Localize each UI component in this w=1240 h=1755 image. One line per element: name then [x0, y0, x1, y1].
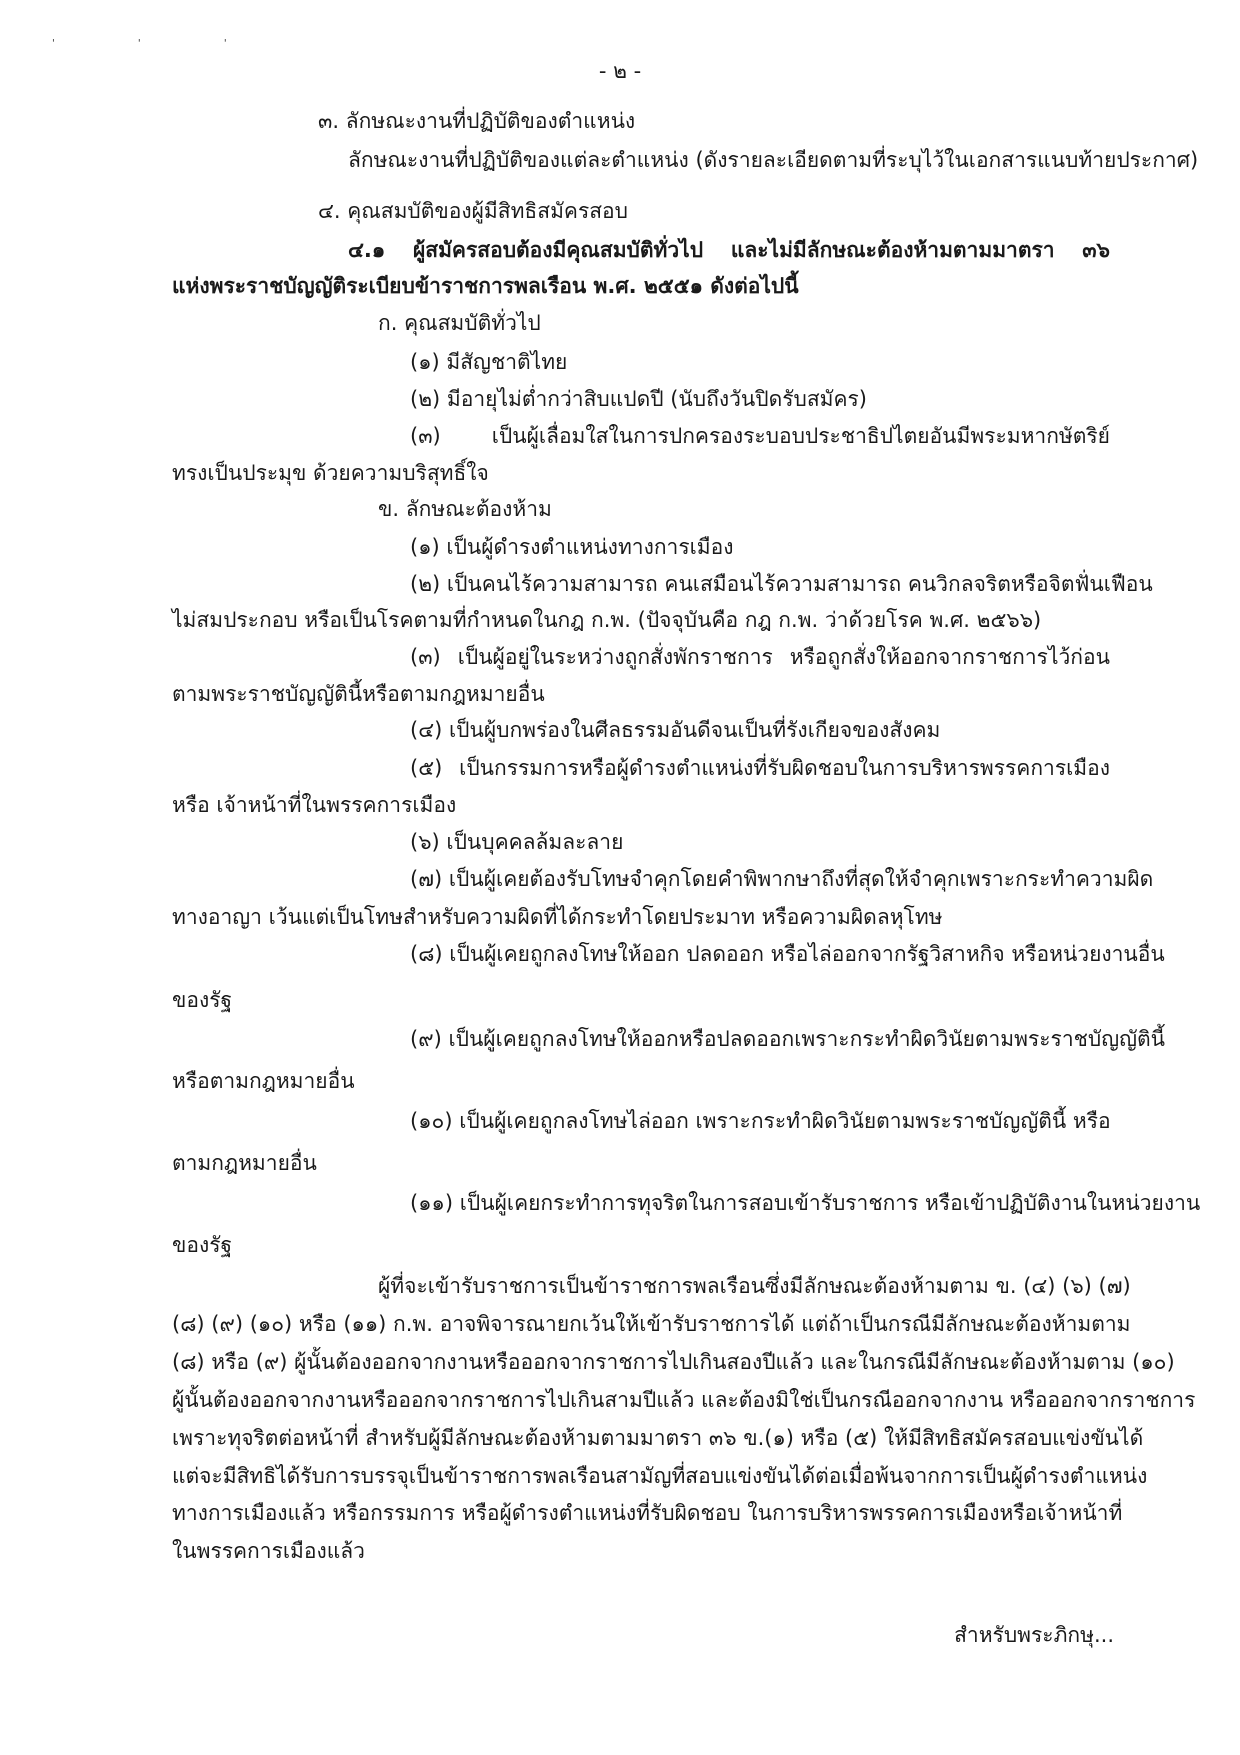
prohibited-item-2-line1: (๒) เป็นคนไร้ความสามารถ คนเสมือนไร้ความสามารถ คนวิกลจริตหรือจิตฟั่นเฟือน: [410, 572, 1153, 596]
prohibited-item-10-line1: (๑๐) เป็นผู้เคยถูกลงโทษไล่ออก เพราะกระทำผิดวินัยตามพระราชบัญญัตินี้ หรือ: [410, 1109, 1111, 1133]
prohibited-item-5-line2: หรือ เจ้าหน้าที่ในพรรคการเมือง: [172, 793, 457, 817]
exception-line-1: ผู้ที่จะเข้ารับราชการเป็นข้าราชการพลเรือนซึ่งมีลักษณะต้องห้ามตาม ข. (๔) (๖) (๗): [378, 1274, 1131, 1298]
prohibited-item-9-line2: หรือตามกฎหมายอื่น: [172, 1069, 355, 1093]
continuation-text: สำหรับพระภิกษุ...: [954, 1623, 1114, 1647]
prohibited-item-4: (๔) เป็นผู้บกพร่องในศีลธรรมอันดีจนเป็นที่รังเกียจของสังคม: [410, 718, 941, 742]
prohibited-item-7-line2: ทางอาญา เว้นแต่เป็นโทษสำหรับความผิดที่ได้กระทำโดยประมาท หรือความผิดลหุโทษ: [172, 905, 943, 929]
section4-1-line1: ๔.๑ ผู้สมัครสอบต้องมีคุณสมบัติทั่วไป และไม่มีลักษณะต้องห้ามตามมาตรา ๓๖: [348, 238, 1110, 262]
prohibited-item-2-line2: ไม่สมประกอบ หรือเป็นโรคตามที่กำหนดในกฎ ก.พ. (ปัจจุบันคือ กฎ ก.พ. ว่าด้วยโรค พ.ศ. ๒๕๖๖): [172, 608, 1042, 632]
general-item-2: (๒) มีอายุไม่ต่ำกว่าสิบแปดปี (นับถึงวันปิดรับสมัคร): [410, 387, 867, 411]
exception-line-7: ทางการเมืองแล้ว หรือกรรมการ หรือผู้ดำรงตำแหน่งที่รับผิดชอบ ในการบริหารพรรคการเมืองหรือเจ้าหน้าที่: [172, 1501, 1123, 1525]
exception-line-4: ผู้นั้นต้องออกจากงานหรือออกจากราชการไปเกินสามปีแล้ว และต้องมิใช่เป็นกรณีออกจากงาน หรือออกจากราชการ: [172, 1388, 1196, 1412]
prohibited-item-6: (๖) เป็นบุคคลล้มละลาย: [410, 830, 624, 854]
prohibited-item-5-line1: (๕) เป็นกรรมการหรือผู้ดำรงตำแหน่งที่รับผิดชอบในการบริหารพรรคการเมือง: [410, 756, 1110, 780]
general-item-3-line1: (๓) เป็นผู้เลื่อมใสในการปกครองระบอบประชาธิปไตยอันมีพระมหากษัตริย์: [410, 424, 1110, 448]
section4-heading: ๔. คุณสมบัติของผู้มีสิทธิสมัครสอบ: [318, 199, 628, 223]
prohibited-item-8-line1: (๘) เป็นผู้เคยถูกลงโทษให้ออก ปลดออก หรือไล่ออกจากรัฐวิสาหกิจ หรือหน่วยงานอื่น: [410, 942, 1165, 966]
general-heading: ก. คุณสมบัติทั่วไป: [378, 311, 541, 335]
prohibited-item-8-line2: ของรัฐ: [172, 988, 233, 1012]
exception-line-2: (๘) (๙) (๑๐) หรือ (๑๑) ก.พ. อาจพิจารณายกเว้นให้เข้ารับราชการได้ แต่ถ้าเป็นกรณีมีลักษณะต้องห้ามตาม: [172, 1312, 1131, 1336]
exception-line-5: เพราะทุจริตต่อหน้าที่ สำหรับผู้มีลักษณะต้องห้ามตามมาตรา ๓๖ ข.(๑) หรือ (๕) ให้มีสิทธิสมัครสอบแข่งขันได้: [172, 1426, 1144, 1450]
prohibited-item-1: (๑) เป็นผู้ดำรงตำแหน่งทางการเมือง: [410, 535, 734, 559]
general-item-3-line2: ทรงเป็นประมุข ด้วยความบริสุทธิ์ใจ: [172, 461, 489, 485]
prohibited-item-10-line2: ตามกฎหมายอื่น: [172, 1151, 317, 1175]
section3-text: ลักษณะงานที่ปฏิบัติของแต่ละตำแหน่ง (ดังรายละเอียดตามที่ระบุไว้ในเอกสารแนบท้ายประกาศ): [348, 148, 1199, 172]
prohibited-item-7-line1: (๗) เป็นผู้เคยต้องรับโทษจำคุกโดยคำพิพากษาถึงที่สุดให้จำคุกเพราะกระทำความผิด: [410, 867, 1154, 891]
page-number: - ๒ -: [598, 59, 642, 83]
prohibited-item-11-line2: ของรัฐ: [172, 1233, 233, 1257]
prohibited-heading: ข. ลักษณะต้องห้าม: [378, 497, 552, 521]
prohibited-item-11-line1: (๑๑) เป็นผู้เคยกระทำการทุจริตในการสอบเข้ารับราชการ หรือเข้าปฏิบัติงานในหน่วยงาน: [410, 1191, 1201, 1215]
prohibited-item-3-line2: ตามพระราชบัญญัตินี้หรือตามกฎหมายอื่น: [172, 682, 545, 706]
prohibited-item-9-line1: (๙) เป็นผู้เคยถูกลงโทษให้ออกหรือปลดออกเพราะกระทำผิดวินัยตามพระราชบัญญัตินี้: [410, 1027, 1165, 1051]
section4-1-line2: แห่งพระราชบัญญัติระเบียบข้าราชการพลเรือน พ.ศ. ๒๕๕๑ ดังต่อไปนี้: [172, 274, 799, 298]
general-item-1: (๑) มีสัญชาติไทย: [410, 350, 568, 374]
exception-line-3: (๘) หรือ (๙) ผู้นั้นต้องออกจากงานหรือออกจากราชการไปเกินสองปีแล้ว และในกรณีมีลักษณะต้องห้ามตาม (๑๐): [172, 1350, 1175, 1374]
exception-line-8: ในพรรคการเมืองแล้ว: [172, 1539, 365, 1563]
exception-line-6: แต่จะมีสิทธิได้รับการบรรจุเป็นข้าราชการพลเรือนสามัญที่สอบแข่งขันได้ต่อเมื่อพ้นจากการเป็นผู้ดำรงตำแหน่ง: [172, 1464, 1148, 1488]
scan-marks: ' ' ': [52, 38, 267, 49]
section3-heading: ๓. ลักษณะงานที่ปฏิบัติของตำแหน่ง: [318, 109, 636, 133]
prohibited-item-3-line1: (๓) เป็นผู้อยู่ในระหว่างถูกสั่งพักราชการ หรือถูกสั่งให้ออกจากราชการไว้ก่อน: [410, 645, 1110, 669]
